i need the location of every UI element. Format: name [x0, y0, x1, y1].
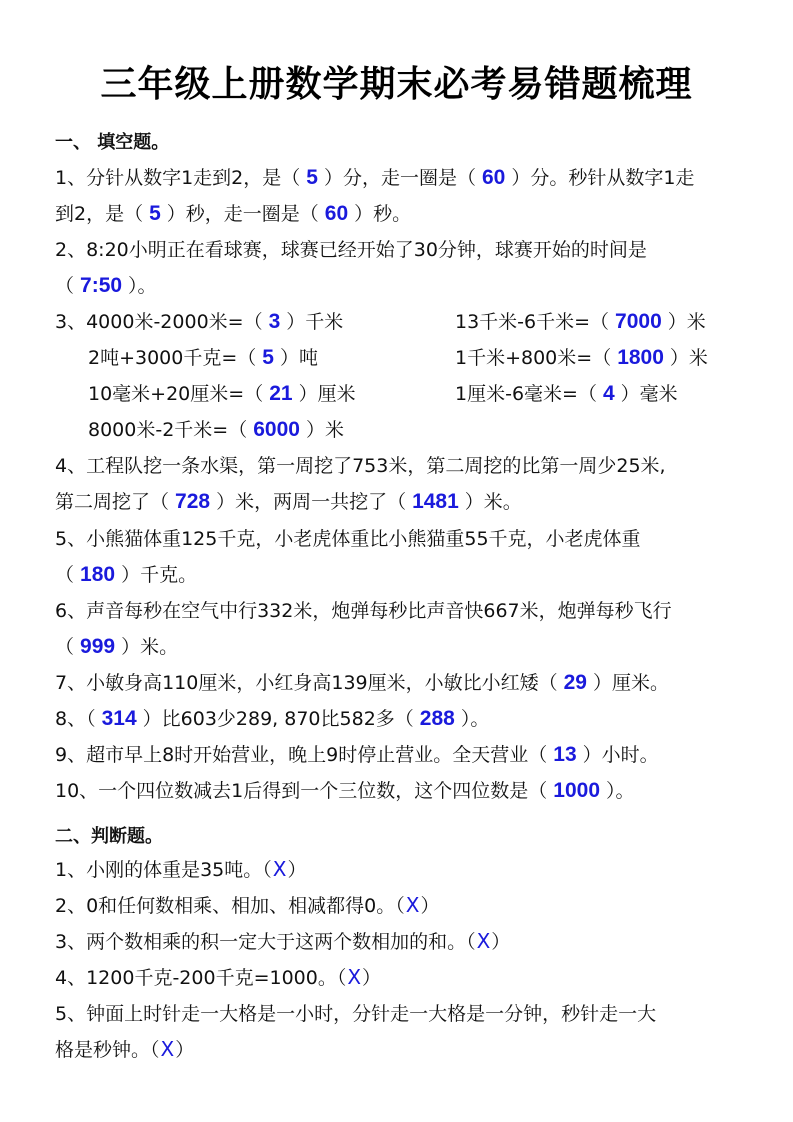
- answer: 60: [481, 166, 506, 189]
- question-3-item: 10毫米+20厘米=（ 21 ）厘米: [88, 382, 356, 405]
- judge-item-1: 1、小刚的体重是35吨。（X）: [55, 857, 307, 881]
- question-6-line-2: （ 999 ）米。: [55, 635, 179, 658]
- question-8: 8、（ 314 ）比603少289, 870比582多（ 288 ）。: [55, 707, 490, 730]
- question-3-item: 2吨+3000千克=（ 5 ）吨: [88, 346, 318, 369]
- question-10: 10、一个四位数减去1后得到一个三位数，这个四位数是（ 1000 ）。: [55, 779, 635, 802]
- answer: 5: [149, 202, 161, 225]
- section-heading-fill-blank: 一、 填空题。: [55, 132, 170, 153]
- section-heading-true-false: 二、判断题。: [55, 826, 163, 847]
- question-5-line-2: （ 180 ）千克。: [55, 563, 198, 586]
- cross-mark-icon: X: [405, 893, 420, 917]
- question-6-line-1: 6、声音每秒在空气中行332米，炮弹每秒比声音快667米，炮弹每秒飞行: [55, 600, 672, 622]
- cross-mark-icon: X: [476, 929, 491, 953]
- question-1-line-2: 到2，是（ 5 ）秒，走一圈是（ 60 ）秒。: [55, 202, 412, 225]
- judge-item-3: 3、两个数相乘的积一定大于这两个数相加的和。（X）: [55, 929, 511, 953]
- page-title: 三年级上册数学期末必考易错题梳理: [100, 64, 693, 105]
- question-9: 9、超市早上8时开始营业，晚上9时停止营业。全天营业（ 13 ）小时。: [55, 743, 659, 766]
- answer: 5: [306, 166, 318, 189]
- cross-mark-icon: X: [160, 1037, 175, 1061]
- question-5-line-1: 5、小熊猫体重125千克，小老虎体重比小熊猫重55千克，小老虎体重: [55, 528, 641, 550]
- question-4-line-1: 4、工程队挖一条水渠，第一周挖了753米，第二周挖的比第一周少25米,: [55, 455, 666, 477]
- judge-item-2: 2、0和任何数相乘、相加、相减都得0。（X）: [55, 893, 440, 917]
- question-3-item: 8000米-2千米=（ 6000 ）米: [88, 418, 344, 441]
- question-3-item: 3、4000米-2000米=（ 3 ）千米: [55, 310, 344, 333]
- question-3-item: 13千米-6千米=（ 7000 ）米: [455, 310, 706, 333]
- judge-item-5-line-1: 5、钟面上时针走一大格是一小时，分针走一大格是一分钟，秒针走一大: [55, 1003, 657, 1025]
- question-7: 7、小敏身高110厘米，小红身高139厘米，小敏比小红矮（ 29 ）厘米。: [55, 671, 669, 694]
- judge-item-5-line-2: 格是秒钟。（X）: [55, 1037, 195, 1061]
- judge-item-4: 4、1200千克-200千克=1000。（X）: [55, 965, 382, 989]
- cross-mark-icon: X: [347, 965, 362, 989]
- answer: 60: [324, 202, 349, 225]
- answer: 7:50: [80, 274, 123, 297]
- question-3-item: 1厘米-6毫米=（ 4 ）毫米: [455, 382, 678, 405]
- question-1-line-1: 1、分针从数字1走到2，是（ 5 ）分，走一圈是（ 60 ）分。秒针从数字1走: [55, 166, 695, 189]
- question-2-line-2: （ 7:50 ）。: [55, 274, 157, 297]
- question-4-line-2: 第二周挖了（ 728 ）米，两周一共挖了（ 1481 ）米。: [55, 490, 522, 513]
- cross-mark-icon: X: [272, 857, 287, 881]
- question-3-item: 1千米+800米=（ 1800 ）米: [455, 346, 708, 369]
- question-2-line-1: 2、8:20小明正在看球赛，球赛已经开始了30分钟，球赛开始的时间是: [55, 239, 647, 261]
